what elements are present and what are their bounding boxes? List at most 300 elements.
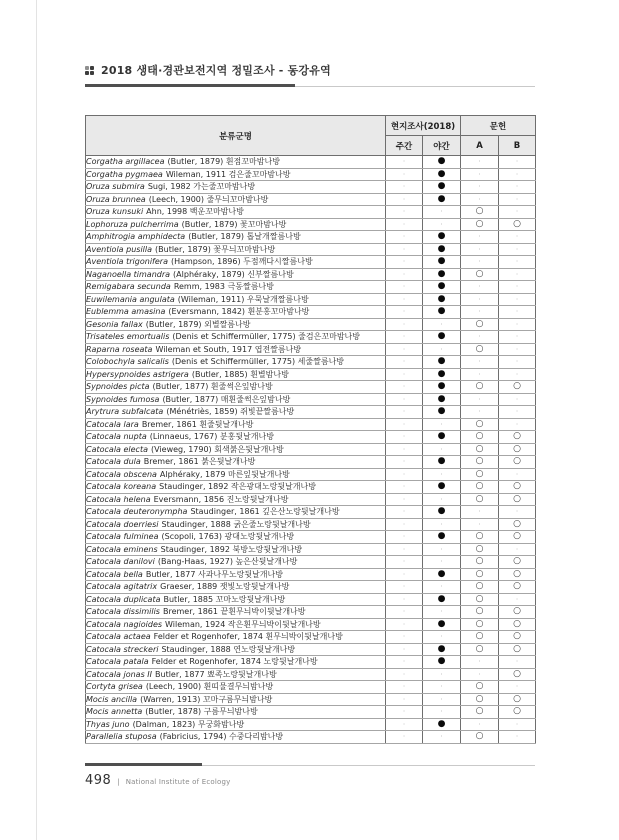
literature-a-mark: · xyxy=(461,193,499,206)
species-scientific-name: Catocala streckeri xyxy=(86,644,159,654)
species-scientific-name: Hypersypnoides astrigera xyxy=(86,369,189,379)
survey-night-mark: ● xyxy=(423,381,461,394)
literature-b-mark: · xyxy=(499,468,536,481)
survey-night-mark: ● xyxy=(423,356,461,369)
literature-b-mark: · xyxy=(499,268,536,281)
species-scientific-name: Arytrura subfalcata xyxy=(86,407,164,416)
literature-b-mark: · xyxy=(499,281,536,294)
species-name-cell xyxy=(86,543,386,556)
species-name-cell xyxy=(86,381,386,394)
col-header-lit-b: B xyxy=(499,136,536,156)
species-name-cell xyxy=(86,156,386,169)
survey-day-mark: · xyxy=(386,506,423,519)
species-row xyxy=(86,231,536,244)
literature-a-mark: ○ xyxy=(461,706,499,719)
col-header-field-survey: 현지조사(2018) xyxy=(386,116,461,136)
species-row xyxy=(86,593,536,606)
species-scientific-name: Lophoruza pulcherrima xyxy=(86,219,179,229)
survey-day-mark: · xyxy=(386,168,423,181)
survey-night-mark: · xyxy=(423,418,461,431)
survey-day-mark: · xyxy=(386,431,423,444)
survey-night-mark: ● xyxy=(423,618,461,631)
species-scientific-name: Catocala dissimilis xyxy=(86,607,160,616)
survey-day-mark: · xyxy=(386,218,423,231)
survey-night-mark: · xyxy=(423,693,461,706)
literature-b-mark: ○ xyxy=(499,456,536,469)
literature-a-mark: · xyxy=(461,281,499,294)
species-name-cell xyxy=(86,531,386,544)
species-scientific-name: Catocala doerriesi xyxy=(86,519,159,529)
survey-night-mark: · xyxy=(423,518,461,531)
species-name-cell xyxy=(86,481,386,494)
literature-b-mark: ○ xyxy=(499,581,536,594)
species-row xyxy=(86,556,536,569)
species-author-korean-name: (Dalman, 1823) 무궁화밤나방 xyxy=(132,719,245,729)
species-name-cell xyxy=(86,518,386,531)
species-author-korean-name: (Wileman, 1911) 우묵날개짤름나방 xyxy=(177,294,309,304)
species-author-korean-name: Staudinger, 1888 연노랑뒷날개나방 xyxy=(161,644,296,654)
literature-a-mark: ○ xyxy=(461,318,499,331)
species-name-cell xyxy=(86,281,386,294)
species-author-korean-name: Alphéraky, 1879 마른잎뒷날개나방 xyxy=(159,469,290,479)
species-table-header xyxy=(86,116,536,156)
survey-day-mark: · xyxy=(386,318,423,331)
survey-night-mark: ● xyxy=(423,156,461,169)
species-scientific-name: Catocala patala xyxy=(86,657,149,666)
survey-night-mark: ● xyxy=(423,256,461,269)
species-author-korean-name: Wileman et South, 1917 엽전짤름나방 xyxy=(155,344,302,354)
survey-night-mark: · xyxy=(423,443,461,456)
survey-night-mark: ● xyxy=(423,293,461,306)
survey-night-mark: ● xyxy=(423,593,461,606)
species-row xyxy=(86,618,536,631)
species-row xyxy=(86,293,536,306)
species-scientific-name: Oruza submira xyxy=(86,182,145,191)
species-author-korean-name: Remm, 1983 극동짤름나방 xyxy=(173,282,274,291)
survey-day-mark: · xyxy=(386,706,423,719)
survey-night-mark: · xyxy=(423,493,461,506)
species-row xyxy=(86,381,536,394)
species-row xyxy=(86,643,536,656)
survey-night-mark: ● xyxy=(423,331,461,344)
literature-b-mark: ○ xyxy=(499,568,536,581)
literature-b-mark: · xyxy=(499,418,536,431)
species-row xyxy=(86,331,536,344)
species-name-cell xyxy=(86,656,386,669)
species-table-body xyxy=(86,156,536,744)
page-footer xyxy=(85,762,535,788)
species-author-korean-name: Sugi, 1982 가는줄꼬마밤나방 xyxy=(147,182,256,191)
literature-b-mark: · xyxy=(499,543,536,556)
species-author-korean-name: Bremer, 1861 끝흰무늬박이뒷날개나방 xyxy=(162,607,306,616)
species-row xyxy=(86,568,536,581)
species-row xyxy=(86,518,536,531)
species-name-cell xyxy=(86,168,386,181)
species-name-cell xyxy=(86,431,386,444)
species-scientific-name: Corgatha argillacea xyxy=(86,157,165,166)
survey-day-mark: · xyxy=(386,531,423,544)
literature-b-mark: · xyxy=(499,343,536,356)
literature-b-mark: · xyxy=(499,681,536,694)
species-author-korean-name: Butler, 1877 뾰족노랑뒷날개나방 xyxy=(155,669,277,679)
species-author-korean-name: (Warren, 1913) 꼬마구름무늬밤나방 xyxy=(140,694,273,704)
literature-a-mark: · xyxy=(461,231,499,244)
literature-b-mark: · xyxy=(499,356,536,369)
survey-day-mark: · xyxy=(386,568,423,581)
species-author-korean-name: Wileman, 1911 검은줄꼬마밤나방 xyxy=(165,169,291,179)
literature-b-mark: · xyxy=(499,168,536,181)
species-scientific-name: Catocala duplicata xyxy=(86,594,161,604)
species-scientific-name: Oruza brunnea xyxy=(86,194,146,204)
species-author-korean-name: (Alphéraky, 1879) 신부짤름나방 xyxy=(173,269,294,279)
survey-night-mark: ● xyxy=(423,268,461,281)
survey-day-mark: · xyxy=(386,618,423,631)
species-scientific-name: Euwilemania angulata xyxy=(86,294,175,304)
survey-day-mark: · xyxy=(386,456,423,469)
survey-day-mark: · xyxy=(386,368,423,381)
survey-night-mark: · xyxy=(423,318,461,331)
survey-night-mark: · xyxy=(423,681,461,694)
literature-b-mark: · xyxy=(499,368,536,381)
survey-day-mark: · xyxy=(386,443,423,456)
species-author-korean-name: (Butler, 1879) 톱날개짤름나방 xyxy=(188,232,301,241)
species-scientific-name: Catocala fulminea xyxy=(86,532,159,541)
species-row xyxy=(86,693,536,706)
species-author-korean-name: Wileman, 1924 작은흰무늬박이뒷날개나방 xyxy=(165,619,321,629)
survey-night-mark: · xyxy=(423,556,461,569)
literature-a-mark: ○ xyxy=(461,618,499,631)
literature-a-mark: · xyxy=(461,256,499,269)
literature-a-mark: · xyxy=(461,306,499,319)
species-name-cell xyxy=(86,218,386,231)
survey-night-mark: ● xyxy=(423,643,461,656)
literature-b-mark: · xyxy=(499,293,536,306)
species-row xyxy=(86,243,536,256)
literature-b-mark: ○ xyxy=(499,693,536,706)
species-scientific-name: Sypnoides fumosa xyxy=(86,394,160,404)
species-scientific-name: Remigabara secunda xyxy=(86,282,171,291)
survey-day-mark: · xyxy=(386,268,423,281)
species-row xyxy=(86,393,536,406)
col-header-day: 주간 xyxy=(386,136,423,156)
species-scientific-name: Catocala agitatrix xyxy=(86,582,158,591)
species-author-korean-name: (Denis et Schiffermüller, 1775) 세줄짤름나방 xyxy=(171,357,345,366)
literature-b-mark: ○ xyxy=(499,643,536,656)
survey-day-mark: · xyxy=(386,668,423,681)
literature-a-mark: ○ xyxy=(461,693,499,706)
institute-name: National Institute of Ecology xyxy=(125,778,231,786)
species-scientific-name: Catocala danilovi xyxy=(86,557,155,566)
survey-day-mark: · xyxy=(386,393,423,406)
page-number: 498 xyxy=(85,773,112,788)
survey-day-mark: · xyxy=(386,193,423,206)
literature-a-mark: · xyxy=(461,406,499,419)
species-author-korean-name: (Eversmann, 1842) 흰분홍꼬마밤나방 xyxy=(168,307,310,316)
species-author-korean-name: Eversmann, 1856 진노랑뒷날개나방 xyxy=(153,494,289,504)
survey-day-mark: · xyxy=(386,681,423,694)
species-name-cell xyxy=(86,256,386,269)
literature-b-mark: ○ xyxy=(499,606,536,619)
literature-b-mark: · xyxy=(499,193,536,206)
species-author-korean-name: (Denis et Schiffermüller, 1775) 줄검은꼬마밤나방 xyxy=(172,332,361,341)
species-author-korean-name: (Butler, 1878) 구름무늬밤나방 xyxy=(145,707,258,716)
survey-day-mark: · xyxy=(386,656,423,669)
species-row xyxy=(86,656,536,669)
col-header-literature: 문헌 xyxy=(461,116,536,136)
species-name-cell xyxy=(86,606,386,619)
survey-day-mark: · xyxy=(386,556,423,569)
survey-day-mark: · xyxy=(386,231,423,244)
species-scientific-name: Aventiola pusilla xyxy=(86,244,153,254)
species-scientific-name: Amphitrogia amphidecta xyxy=(86,232,186,241)
survey-day-mark: · xyxy=(386,356,423,369)
literature-b-mark: · xyxy=(499,231,536,244)
literature-b-mark: · xyxy=(499,506,536,519)
literature-b-mark: ○ xyxy=(499,631,536,644)
species-scientific-name: Catocala electa xyxy=(86,444,148,454)
species-scientific-name: Corgatha pygmaea xyxy=(86,169,163,179)
species-name-cell xyxy=(86,293,386,306)
literature-a-mark: ○ xyxy=(461,543,499,556)
literature-b-mark: · xyxy=(499,406,536,419)
literature-a-mark: · xyxy=(461,156,499,169)
literature-b-mark: ○ xyxy=(499,531,536,544)
species-scientific-name: Parallelia stuposa xyxy=(86,732,157,741)
survey-night-mark: · xyxy=(423,206,461,219)
species-row xyxy=(86,418,536,431)
literature-b-mark: ○ xyxy=(499,218,536,231)
species-author-korean-name: (Butler, 1879) 외별짤름나방 xyxy=(145,319,251,329)
species-author-korean-name: (Ménétriès, 1859) 쥐빛끝짤름나방 xyxy=(166,407,295,416)
survey-night-mark: ● xyxy=(423,456,461,469)
species-scientific-name: Aventiola trigonifera xyxy=(86,257,168,266)
literature-a-mark: · xyxy=(461,368,499,381)
literature-a-mark: ○ xyxy=(461,606,499,619)
species-scientific-name: Trisateles emortualis xyxy=(86,332,170,341)
species-row xyxy=(86,368,536,381)
col-header-night: 야간 xyxy=(423,136,461,156)
survey-night-mark: · xyxy=(423,606,461,619)
literature-a-mark: · xyxy=(461,506,499,519)
species-author-korean-name: Ahn, 1998 백운꼬마밤나방 xyxy=(146,207,244,216)
species-row xyxy=(86,493,536,506)
survey-night-mark: · xyxy=(423,631,461,644)
survey-night-mark: ● xyxy=(423,531,461,544)
page-left-margin-line xyxy=(36,0,37,840)
species-scientific-name: Catocala nupta xyxy=(86,432,147,441)
species-author-korean-name: (Vieweg, 1790) 회색붉은뒷날개나방 xyxy=(151,444,284,454)
survey-day-mark: · xyxy=(386,331,423,344)
survey-day-mark: · xyxy=(386,281,423,294)
survey-night-mark: · xyxy=(423,218,461,231)
survey-day-mark: · xyxy=(386,418,423,431)
species-row xyxy=(86,218,536,231)
species-author-korean-name: (Leech, 1900) 흰띠물결무늬밤나방 xyxy=(145,682,274,691)
species-scientific-name: Catocala jonas II xyxy=(86,669,153,679)
running-header xyxy=(85,62,535,87)
species-name-cell xyxy=(86,343,386,356)
literature-a-mark: ○ xyxy=(461,568,499,581)
species-author-korean-name: (Leech, 1900) 줄무늬꼬마밤나방 xyxy=(148,194,269,204)
survey-night-mark: ● xyxy=(423,306,461,319)
species-author-korean-name: Felder et Rogenhofer, 1874 흰무늬박이뒷날개나방 xyxy=(153,632,343,641)
survey-day-mark: · xyxy=(386,481,423,494)
species-row xyxy=(86,531,536,544)
species-row xyxy=(86,256,536,269)
literature-b-mark: ○ xyxy=(499,706,536,719)
survey-night-mark: · xyxy=(423,731,461,744)
species-name-cell xyxy=(86,418,386,431)
literature-b-mark: · xyxy=(499,318,536,331)
literature-b-mark: · xyxy=(499,718,536,731)
species-name-cell xyxy=(86,593,386,606)
species-author-korean-name: (Linnaeus, 1767) 분홍뒷날개나방 xyxy=(149,432,274,441)
species-scientific-name: Catocala deuteronympha xyxy=(86,507,188,516)
species-name-cell xyxy=(86,493,386,506)
survey-day-mark: · xyxy=(386,256,423,269)
literature-b-mark: ○ xyxy=(499,381,536,394)
literature-b-mark: · xyxy=(499,593,536,606)
species-name-cell xyxy=(86,631,386,644)
species-row xyxy=(86,268,536,281)
literature-a-mark: ○ xyxy=(461,531,499,544)
literature-a-mark: ○ xyxy=(461,593,499,606)
literature-a-mark: ○ xyxy=(461,481,499,494)
survey-night-mark: ● xyxy=(423,181,461,194)
species-author-korean-name: (Butler, 1877) 매흰줄썩은잎밤나방 xyxy=(162,394,291,404)
species-scientific-name: Mocis annetta xyxy=(86,707,143,716)
species-name-cell xyxy=(86,231,386,244)
literature-a-mark: · xyxy=(461,393,499,406)
document-title: 2018 생태·경관보전지역 정밀조사 - 동강유역 xyxy=(101,64,331,77)
species-name-cell xyxy=(86,681,386,694)
survey-night-mark: ● xyxy=(423,506,461,519)
species-scientific-name: Eublemma amasina xyxy=(86,307,166,316)
species-row xyxy=(86,543,536,556)
species-scientific-name: Catocala lara xyxy=(86,419,139,429)
literature-b-mark: · xyxy=(499,181,536,194)
literature-b-mark: · xyxy=(499,393,536,406)
literature-a-mark: · xyxy=(461,356,499,369)
survey-night-mark: ● xyxy=(423,718,461,731)
survey-night-mark: · xyxy=(423,581,461,594)
survey-night-mark: ● xyxy=(423,243,461,256)
species-row xyxy=(86,581,536,594)
survey-day-mark: · xyxy=(386,206,423,219)
literature-a-mark: ○ xyxy=(461,443,499,456)
species-author-korean-name: (Butler, 1879) 흰점꼬마밤나방 xyxy=(167,157,280,166)
survey-day-mark: · xyxy=(386,243,423,256)
species-name-cell xyxy=(86,306,386,319)
survey-day-mark: · xyxy=(386,731,423,744)
species-author-korean-name: (Scopoli, 1763) 광대노랑뒷날개나방 xyxy=(161,532,295,541)
species-author-korean-name: Staudinger, 1892 북방노랑뒷날개나방 xyxy=(160,544,303,554)
literature-a-mark: · xyxy=(461,243,499,256)
literature-b-mark: ○ xyxy=(499,443,536,456)
survey-day-mark: · xyxy=(386,643,423,656)
species-name-cell xyxy=(86,468,386,481)
literature-a-mark: ○ xyxy=(461,643,499,656)
survey-night-mark: ● xyxy=(423,231,461,244)
literature-b-mark: ○ xyxy=(499,556,536,569)
species-row xyxy=(86,631,536,644)
literature-a-mark: ○ xyxy=(461,218,499,231)
species-row xyxy=(86,318,536,331)
survey-night-mark: ● xyxy=(423,431,461,444)
species-author-korean-name: (Butler, 1879) 꽃무늬꼬마밤나방 xyxy=(155,244,276,254)
species-name-cell xyxy=(86,331,386,344)
literature-a-mark: · xyxy=(461,518,499,531)
species-author-korean-name: Staudinger, 1888 굵은줄노랑뒷날개나방 xyxy=(161,519,311,529)
survey-day-mark: · xyxy=(386,381,423,394)
species-row xyxy=(86,718,536,731)
species-name-cell xyxy=(86,356,386,369)
species-row xyxy=(86,343,536,356)
survey-night-mark: ● xyxy=(423,281,461,294)
species-name-cell xyxy=(86,181,386,194)
species-scientific-name: Oruza kunsuki xyxy=(86,207,144,216)
literature-b-mark: ○ xyxy=(499,481,536,494)
species-author-korean-name: Butler, 1885 꼬마노랑뒷날개나방 xyxy=(163,594,286,604)
species-row xyxy=(86,356,536,369)
species-row xyxy=(86,206,536,219)
header-rule xyxy=(85,83,535,87)
literature-a-mark: · xyxy=(461,331,499,344)
species-scientific-name: Gesonia fallax xyxy=(86,319,143,329)
literature-a-mark: ○ xyxy=(461,456,499,469)
survey-day-mark: · xyxy=(386,693,423,706)
col-header-lit-a: A xyxy=(461,136,499,156)
literature-a-mark: ○ xyxy=(461,206,499,219)
species-scientific-name: Catocala dula xyxy=(86,457,141,466)
literature-b-mark: · xyxy=(499,306,536,319)
footer-divider: | xyxy=(117,778,120,786)
species-row xyxy=(86,181,536,194)
species-name-cell xyxy=(86,706,386,719)
survey-day-mark: · xyxy=(386,493,423,506)
survey-night-mark: · xyxy=(423,468,461,481)
species-author-korean-name: Staudinger, 1892 작은광대노랑뒷날개나방 xyxy=(159,482,316,491)
species-name-cell xyxy=(86,731,386,744)
survey-day-mark: · xyxy=(386,343,423,356)
species-author-korean-name: (Bang-Haas, 1927) 높은산뒷날개나방 xyxy=(157,557,298,566)
species-row xyxy=(86,706,536,719)
species-table xyxy=(85,115,536,744)
literature-b-mark: · xyxy=(499,206,536,219)
literature-a-mark: · xyxy=(461,668,499,681)
species-author-korean-name: Felder et Rogenhofer, 1874 노랑뒷날개나방 xyxy=(151,657,318,666)
species-row xyxy=(86,468,536,481)
literature-a-mark: ○ xyxy=(461,631,499,644)
species-name-cell xyxy=(86,406,386,419)
survey-day-mark: · xyxy=(386,293,423,306)
literature-b-mark: · xyxy=(499,156,536,169)
literature-a-mark: ○ xyxy=(461,381,499,394)
survey-day-mark: · xyxy=(386,581,423,594)
literature-a-mark: ○ xyxy=(461,731,499,744)
survey-night-mark: · xyxy=(423,343,461,356)
species-author-korean-name: Butler, 1877 사과나무노랑뒷날개나방 xyxy=(145,569,283,579)
literature-b-mark: ○ xyxy=(499,518,536,531)
survey-night-mark: ● xyxy=(423,481,461,494)
species-scientific-name: Catocala helena xyxy=(86,494,151,504)
dots-grid-icon xyxy=(85,66,94,75)
survey-night-mark: · xyxy=(423,543,461,556)
species-row xyxy=(86,193,536,206)
species-scientific-name: Catocala koreana xyxy=(86,482,157,491)
literature-b-mark: · xyxy=(499,731,536,744)
literature-a-mark: ○ xyxy=(461,343,499,356)
